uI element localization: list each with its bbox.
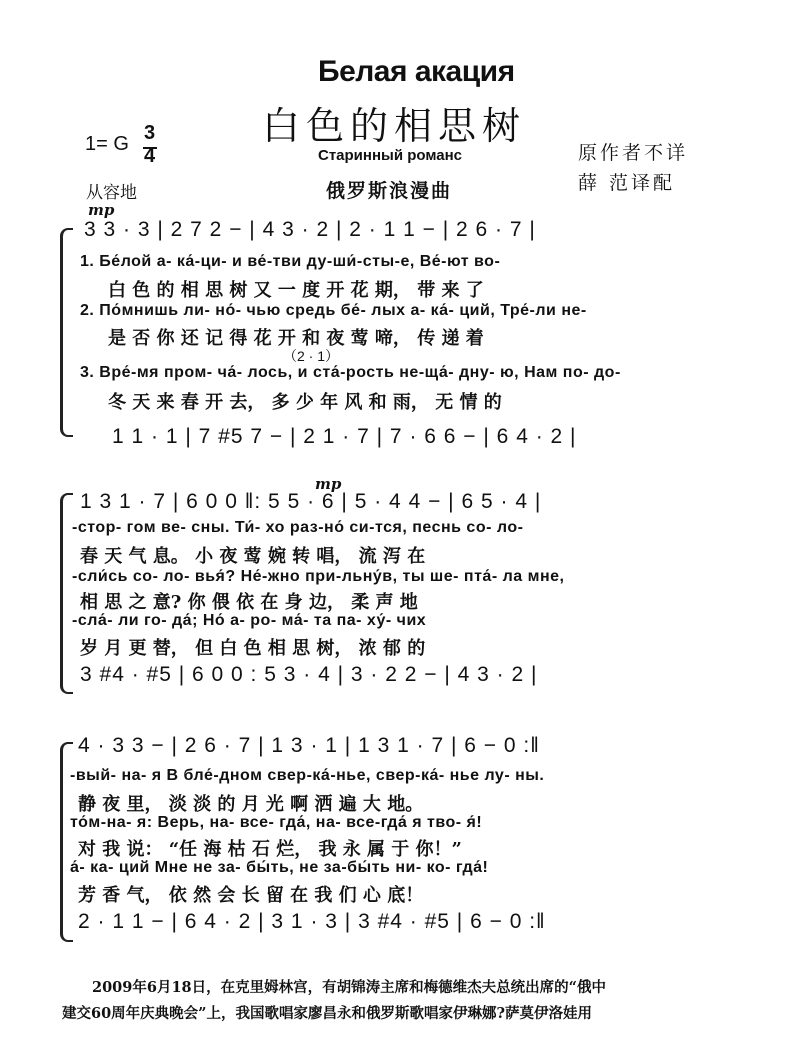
lyric-verse3-zh: 芳 香 气， 依 然 会 长 留 在 我 们 心 底！ — [78, 885, 424, 906]
lyric-verse3-ru: -сла́- ли го- да́; Но́ а- ро- ма́- та па- ху́- чих — [72, 612, 427, 629]
lyric-verse2-zh: 对 我 说： “任 海 枯 石 烂， 我 永 属 于 你！” — [78, 839, 462, 860]
lyric-verse3-ru: 3. Вре́-мя пром- ча́- лось, и ста́-рость не-ща́- дну- ю, Нам по- до- — [80, 364, 621, 381]
key-signature: 1= G — [85, 133, 129, 155]
lyric-verse1-ru: -вый- на- я В бле́-дном свер-ка́-нье, свер-ка́- нье лу- ны. — [70, 767, 545, 784]
title-chinese: 白色的相思树 — [262, 104, 527, 148]
lyric-verse1-ru: -стор- гом ве- сны. Ти́- хо раз-но́ си-тся, песнь со- ло- — [72, 519, 524, 536]
time-signature-top: 3 — [144, 122, 156, 144]
lyric-verse3-zh: 岁 月 更 替， 但 白 色 相 思 树， 浓 郁 的 — [80, 638, 426, 659]
translator-credit: 薛 范译配 — [578, 172, 676, 194]
title-russian: Белая акация — [318, 55, 515, 88]
lyric-verse1-zh: 白 色 的 相 思 树 又 一 度 开 花 期， 带 来 了 — [108, 280, 484, 301]
footer-paragraph-line: 2009年6月18日，在克里姆林宫，有胡锦涛主席和梅德维杰夫总统出席的“俄中 — [92, 979, 606, 996]
harmony-line-1: 1 1 · 1 | 7 #5 7 − | 2 1 · 7 | 7 · 6 6 − | 6 4 · 2 | — [112, 425, 577, 448]
lyric-verse3-ru: а́- ка- ций Мне не за- бы́ть, не за-бы́ть ни- ко- гда́! — [70, 859, 489, 876]
lyric-verse1-zh: 静 夜 里， 淡 淡 的 月 光 啊 洒 遍 大 地。 — [78, 794, 424, 815]
alternate-notes: （2 · 1） — [283, 348, 340, 364]
dynamic-marking: mp — [88, 201, 115, 219]
lyric-verse1-zh: 春 天 气 息。 小 夜 莺 婉 转 唱， 流 泻 在 — [80, 546, 426, 567]
lyric-verse2-ru: то́м-на- я: Верь, на- все- гда́, на- все-гда́ я тво- я́! — [70, 814, 483, 831]
system-brace — [60, 228, 73, 437]
footer-paragraph-line: 建交60周年庆典晚会”上，我国歌唱家廖昌永和俄罗斯歌唱家伊琳娜?萨莫伊洛娃用 — [62, 1005, 593, 1022]
lyric-verse2-zh: 是 否 你 还 记 得 花 开 和 夜 莺 啼， 传 递 着 — [108, 328, 484, 349]
lyric-verse2-ru: 2. По́мнишь ли- но́- чью средь бе́- лых а- ка́- ций, Тре́-ли не- — [80, 302, 587, 319]
author-credit: 原作者不详 — [578, 142, 689, 164]
harmony-line-3: 2 · 1 1 − | 6 4 · 2 | 3 1 · 3 | 3 #4 · #5 | 6 − 0 :‖ — [78, 910, 546, 933]
lyric-verse2-zh: 相 思 之 意? 你 偎 依 在 身 边， 柔 声 地 — [80, 592, 418, 613]
melody-line-2: 1 3 1 · 7 | 6 0 0 ‖: 5 5 · 6 | 5 · 4 4 − | 6 5 · 4 | — [80, 490, 542, 513]
dynamic-marking: mp — [315, 475, 342, 493]
melody-line-3: 4 · 3 3 − | 2 6 · 7 | 1 3 · 1 | 1 3 1 · 7 | 6 − 0 :‖ — [78, 734, 540, 757]
time-signature-bottom: 4 — [144, 145, 156, 167]
lyric-verse1-ru: 1. Бе́лой а- ка́-ци- и ве́-тви ду-ши́-сты-е, Ве́-ют во- — [80, 253, 501, 270]
subtitle-russian: Старинный романс — [318, 147, 462, 164]
subtitle-chinese: 俄罗斯浪漫曲 — [326, 180, 453, 202]
tempo-marking: 从容地 — [86, 183, 137, 203]
harmony-line-2: 3 #4 · #5 | 6 0 0 : 5 3 · 4 | 3 · 2 2 − | 4 3 · 2 | — [80, 663, 538, 686]
lyric-verse3-zh: 冬 天 来 春 开 去， 多 少 年 风 和 雨， 无 情 的 — [108, 392, 502, 413]
lyric-verse2-ru: -сли́сь со- ло- вья́? Не́-жно при-льну́в, ты ше- пта́- ла мне, — [72, 568, 565, 585]
melody-line-1: 3 3 · 3 | 2 7 2 − | 4 3 · 2 | 2 · 1 1 − | 2 6 · 7 | — [84, 218, 536, 241]
